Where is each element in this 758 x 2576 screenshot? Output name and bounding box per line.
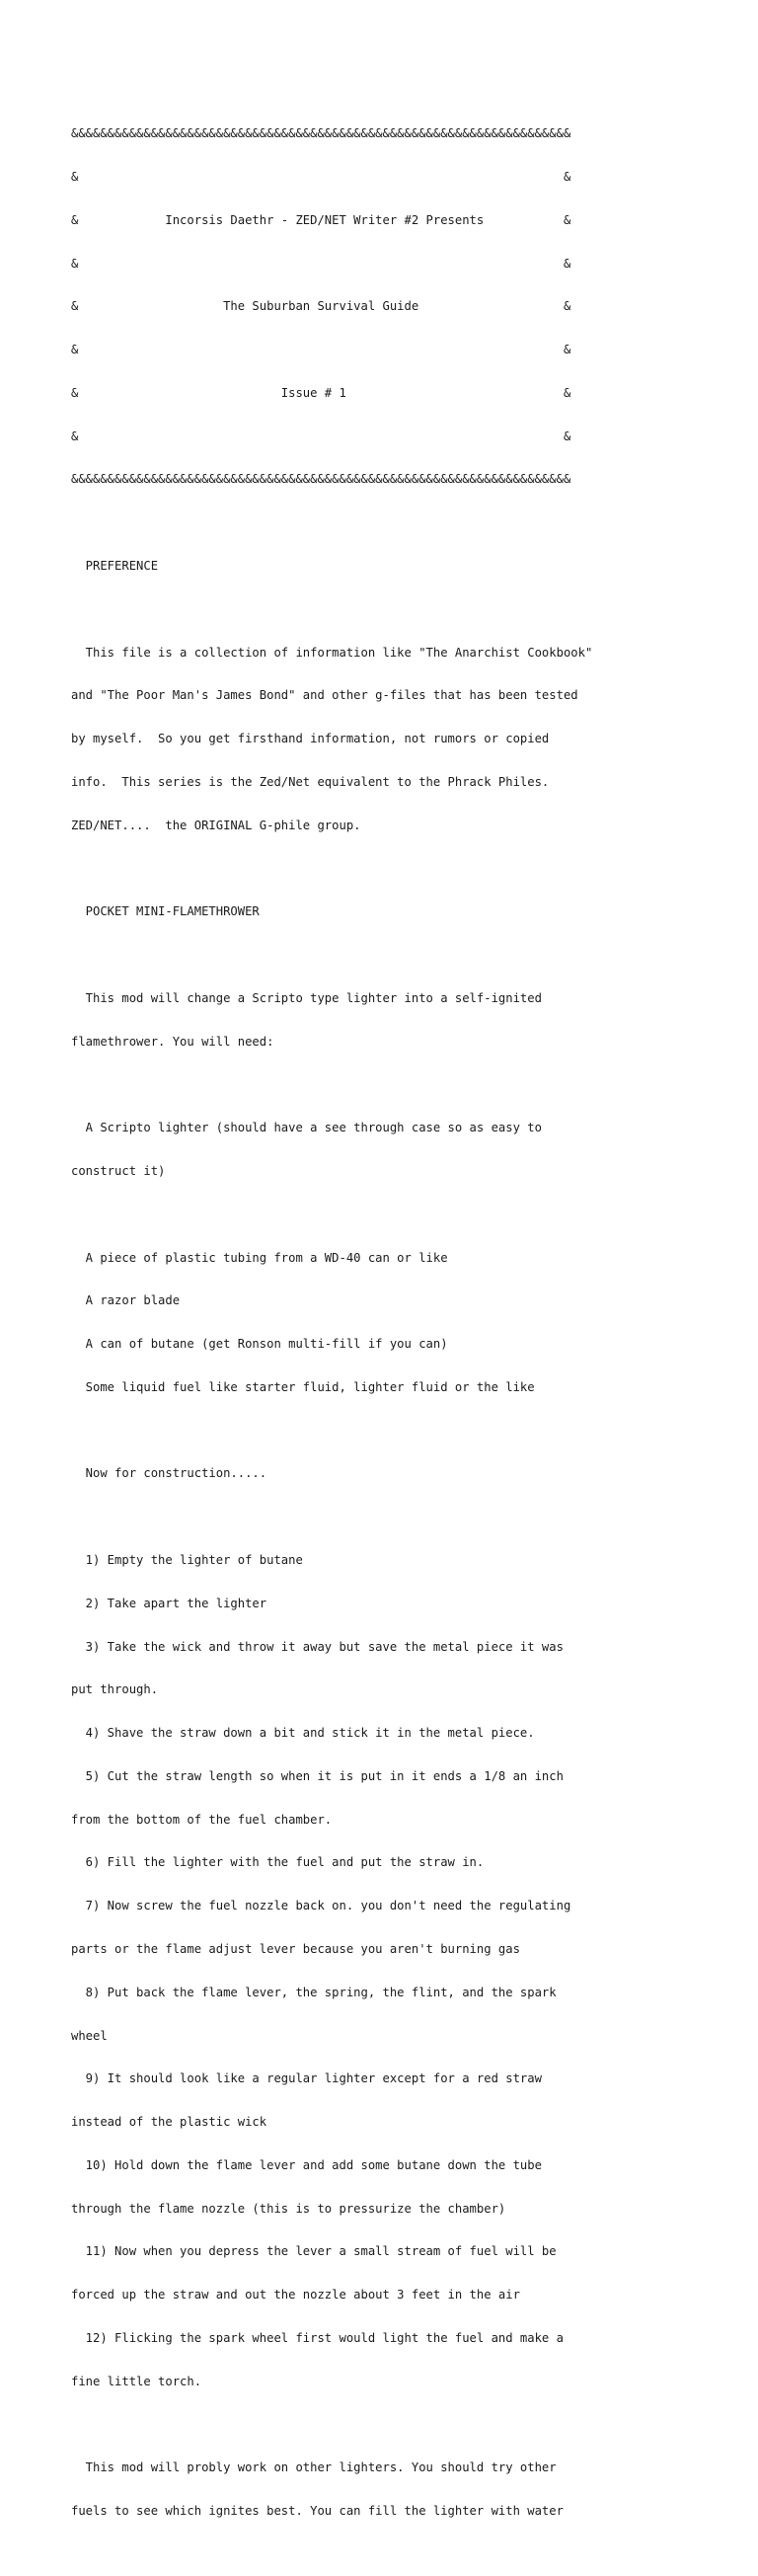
- text-line: and "The Poor Man's James Bond" and other g-files that has been tested: [71, 688, 578, 703]
- blank-line: [71, 1510, 752, 1524]
- banner-bottom-border: &&&&&&&&&&&&&&&&&&&&&&&&&&&&&&&&&&&&&&&&&&&&&&&&&&&&&&&&&&&&&&&&&&&&&: [71, 472, 571, 487]
- text-line: flamethrower. You will need:: [71, 1034, 274, 1049]
- step-line: 12) Flicking the spark wheel first would light the fuel and make a: [71, 2331, 564, 2346]
- text-line: ZED/NET.... the ORIGINAL G-phile group.: [71, 818, 361, 832]
- materials-item: Some liquid fuel like starter fluid, lighter fluid or the like: [71, 1379, 535, 1394]
- step-line: 7) Now screw the fuel nozzle back on. you don't need the regulating: [71, 1899, 571, 1913]
- materials-item: A can of butane (get Ronson multi-fill if you can): [71, 1337, 448, 1352]
- step-line: forced up the straw and out the nozzle about 3 feet in the air: [71, 2288, 520, 2303]
- step-line: fine little torch.: [71, 2374, 202, 2388]
- step-line: instead of the plastic wick: [71, 2115, 267, 2130]
- text-line: This file is a collection of information like "The Anarchist Cookbook": [71, 645, 593, 660]
- step-line: 5) Cut the straw length so when it is put in it ends a 1/8 an inch: [71, 1768, 564, 1783]
- step-line: 11) Now when you depress the lever a small stream of fuel will be: [71, 2244, 557, 2259]
- step-line: wheel: [71, 2028, 108, 2043]
- blank-line: [71, 1208, 752, 1222]
- step-line: 9) It should look like a regular lighter except for a red straw: [71, 2071, 542, 2086]
- banner-title-line: & The Suburban Survival Guide &: [71, 299, 571, 314]
- step-line: 3) Take the wick and throw it away but save the metal piece it was: [71, 1639, 564, 1654]
- banner-line: & &: [71, 256, 571, 271]
- step-line: put through.: [71, 1682, 159, 1697]
- materials-item: A razor blade: [71, 1293, 181, 1308]
- step-line: from the bottom of the fuel chamber.: [71, 1812, 333, 1827]
- step-line: 2) Take apart the lighter: [71, 1596, 267, 1610]
- banner-top-border: &&&&&&&&&&&&&&&&&&&&&&&&&&&&&&&&&&&&&&&&&&&&&&&&&&&&&&&&&&&&&&&&&&&&&: [71, 126, 571, 141]
- text-line: [71, 2547, 752, 2562]
- text-line: by myself. So you get firsthand information, not rumors or copied: [71, 732, 550, 746]
- blank-line: [71, 1077, 752, 1092]
- text-line: fuels to see which ignites best. You can fill the lighter with water: [71, 2504, 564, 2519]
- step-line: [71, 2418, 752, 2433]
- text-line: info. This series is the Zed/Net equivalent to the Phrack Philes.: [71, 774, 550, 789]
- step-line: parts or the flame adjust lever because you aren't burning gas: [71, 1942, 520, 1956]
- step-line: 1) Empty the lighter of butane: [71, 1552, 303, 1567]
- materials-item: A piece of plastic tubing from a WD-40 can or like: [71, 1250, 448, 1265]
- step-line: through the flame nozzle (this is to pressurize the chamber): [71, 2201, 506, 2216]
- blank-line: [71, 1424, 752, 1439]
- blank-line: [71, 861, 752, 876]
- banner-line: & &: [71, 429, 571, 443]
- banner-line: & &: [71, 169, 571, 184]
- text-line: This mod will change a Scripto type lighter into a self-ignited: [71, 990, 542, 1005]
- blank-line: [71, 948, 752, 963]
- step-line: 6) Fill the lighter with the fuel and put the straw in.: [71, 1855, 485, 1870]
- banner-issue-line: & Issue # 1 &: [71, 385, 571, 400]
- section-heading-preference: PREFERENCE: [71, 559, 159, 573]
- section-heading-flamethrower: POCKET MINI-FLAMETHROWER: [71, 904, 260, 919]
- step-line: 4) Shave the straw down a bit and stick it in the metal piece.: [71, 1726, 535, 1741]
- text-line: A Scripto lighter (should have a see through case so as easy to: [71, 1121, 542, 1135]
- banner-author-line: & Incorsis Daethr - ZED/NET Writer #2 Presents &: [71, 212, 571, 227]
- banner-line: & &: [71, 343, 571, 357]
- text-line: construct it): [71, 1163, 166, 1178]
- blank-line: This mod will probly work on other lighters. You should try other: [71, 2460, 557, 2475]
- document-text: [71, 98, 752, 2576]
- step-line: 10) Hold down the flame lever and add some butane down the tube: [71, 2157, 542, 2172]
- blank-line: [71, 515, 752, 530]
- text-line: Now for construction.....: [71, 1466, 267, 1481]
- step-line: 8) Put back the flame lever, the spring, the flint, and the spark: [71, 1985, 557, 1999]
- blank-line: [71, 602, 752, 617]
